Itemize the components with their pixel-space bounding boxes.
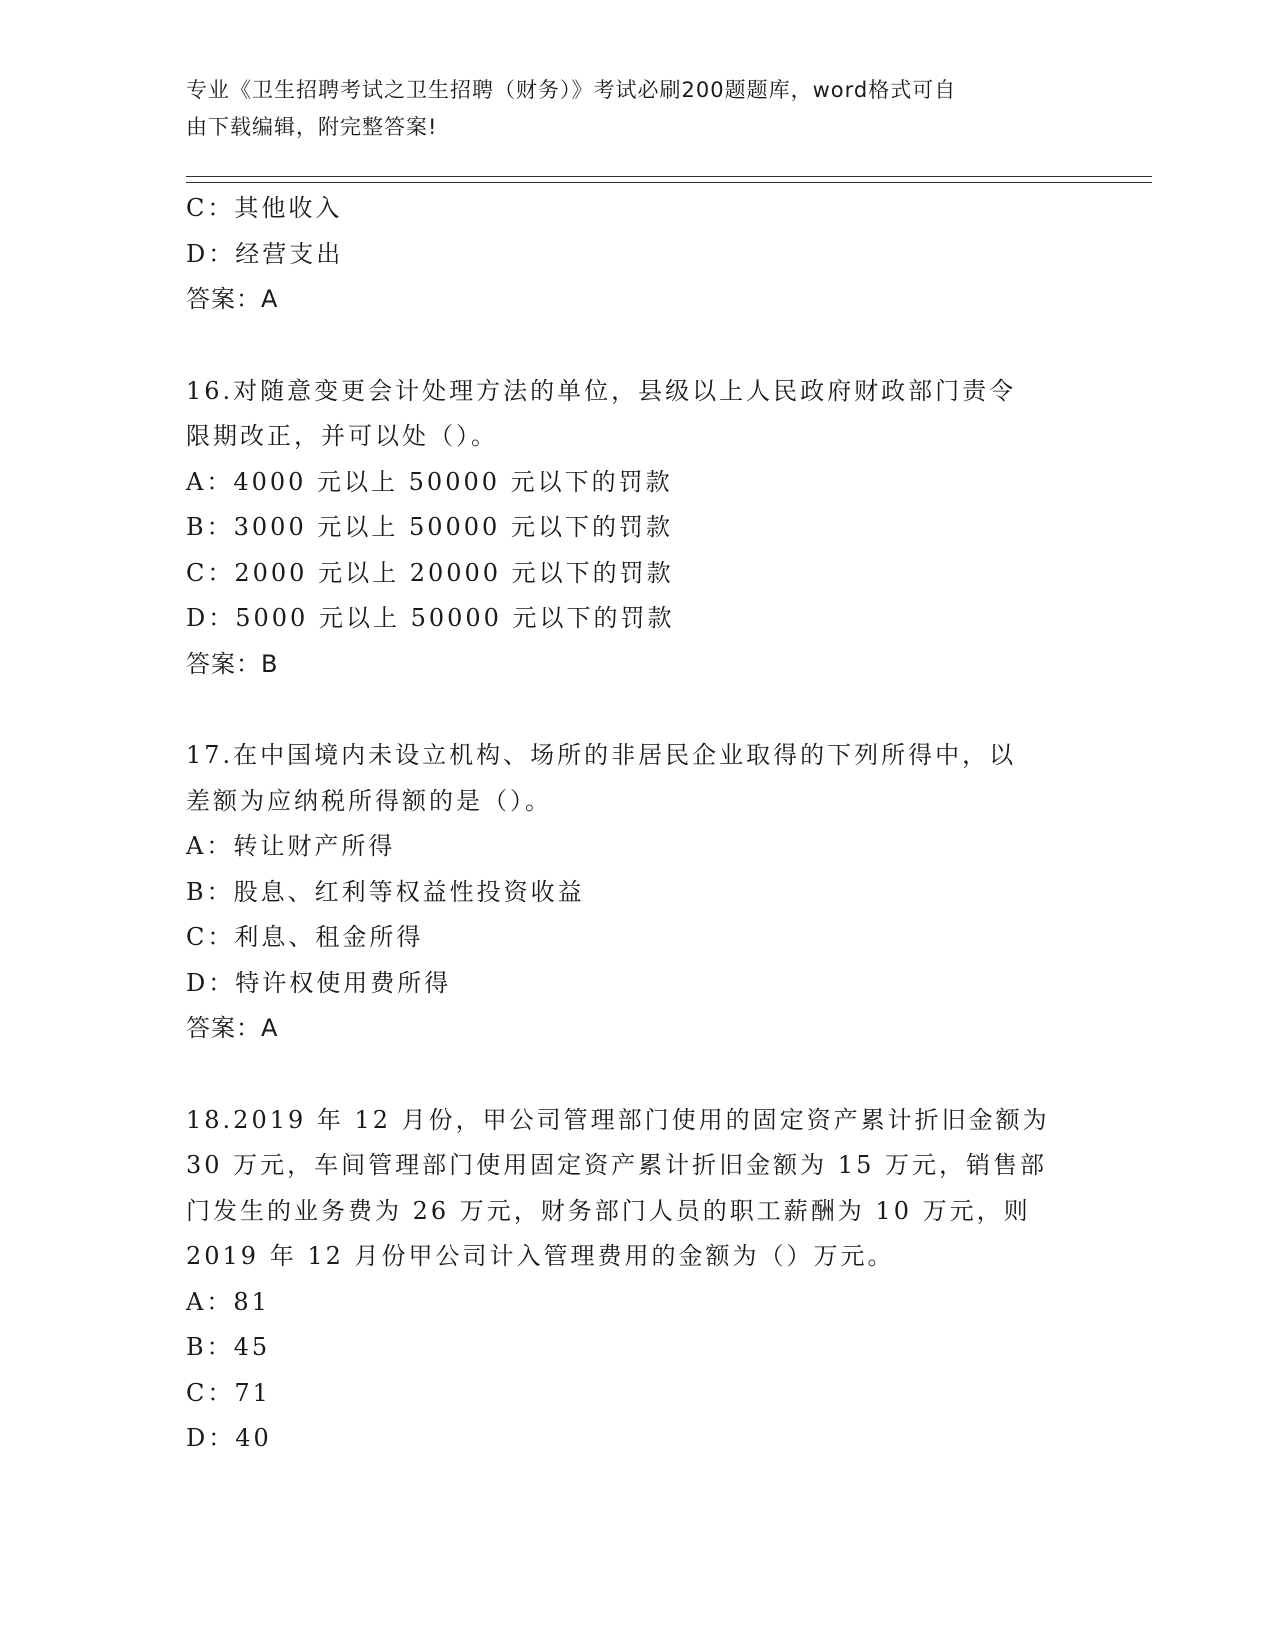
option-a: A：81	[186, 1287, 270, 1316]
question-17	[186, 733, 1086, 1052]
document-header	[186, 72, 1086, 146]
header-divider-bottom	[186, 182, 1152, 183]
question-stem-line: 30 万元，车间管理部门使用固定资产累计折旧金额为 15 万元，销售部	[186, 1151, 1047, 1179]
option-c: C：利息、租金所得	[186, 923, 424, 951]
answer-line: 答案：A	[186, 285, 279, 313]
option-d: D：经营支出	[186, 239, 344, 268]
question-stem-line: 差额为应纳税所得额的是（）。	[186, 786, 552, 815]
question-stem-line: 2019 年 12 月份甲公司计入管理费用的金额为（）万元。	[186, 1242, 895, 1270]
option-b: B：股息、红利等权益性投资收益	[186, 877, 585, 906]
option-b: B：45	[186, 1333, 271, 1361]
option-d: D：5000 元以上 50000 元以下的罚款	[186, 604, 675, 632]
option-b: B：3000 元以上 50000 元以下的罚款	[186, 513, 673, 541]
question-16	[186, 369, 1086, 688]
question-15-continuation	[186, 186, 1086, 323]
answer-line: 答案：A	[186, 1014, 279, 1042]
option-c: C：71	[186, 1378, 271, 1407]
question-stem-line: 门发生的业务费为 26 万元，财务部门人员的职工薪酬为 10 万元，则	[186, 1196, 1031, 1225]
option-d: D：40	[186, 1424, 272, 1452]
question-stem-line: 17.在中国境内未设立机构、场所的非居民企业取得的下列所得中，以	[186, 741, 1017, 769]
question-stem-line: 限期改正，并可以处（）。	[186, 422, 498, 450]
question-18	[186, 1098, 1086, 1462]
header-divider-top	[186, 176, 1152, 177]
option-a: A：转让财产所得	[186, 832, 396, 860]
header-line-1: 专业《卫生招聘考试之卫生招聘（财务）》考试必刷200题题库，word格式可自	[186, 78, 957, 102]
option-a: A：4000 元以上 50000 元以下的罚款	[186, 467, 673, 496]
question-stem-line: 16.对随意变更会计处理方法的单位，县级以上人民政府财政部门责令	[186, 376, 1017, 405]
option-c: C：其他收入	[186, 194, 343, 222]
question-list	[186, 186, 1086, 1462]
header-line-2: 由下载编辑，附完整答案!	[186, 115, 438, 139]
option-d: D：特许权使用费所得	[186, 968, 452, 997]
answer-line: 答案：B	[186, 649, 279, 678]
question-stem-line: 18.2019 年 12 月份，甲公司管理部门使用的固定资产累计折旧金额为	[186, 1105, 1050, 1134]
option-c: C：2000 元以上 20000 元以下的罚款	[186, 558, 674, 587]
